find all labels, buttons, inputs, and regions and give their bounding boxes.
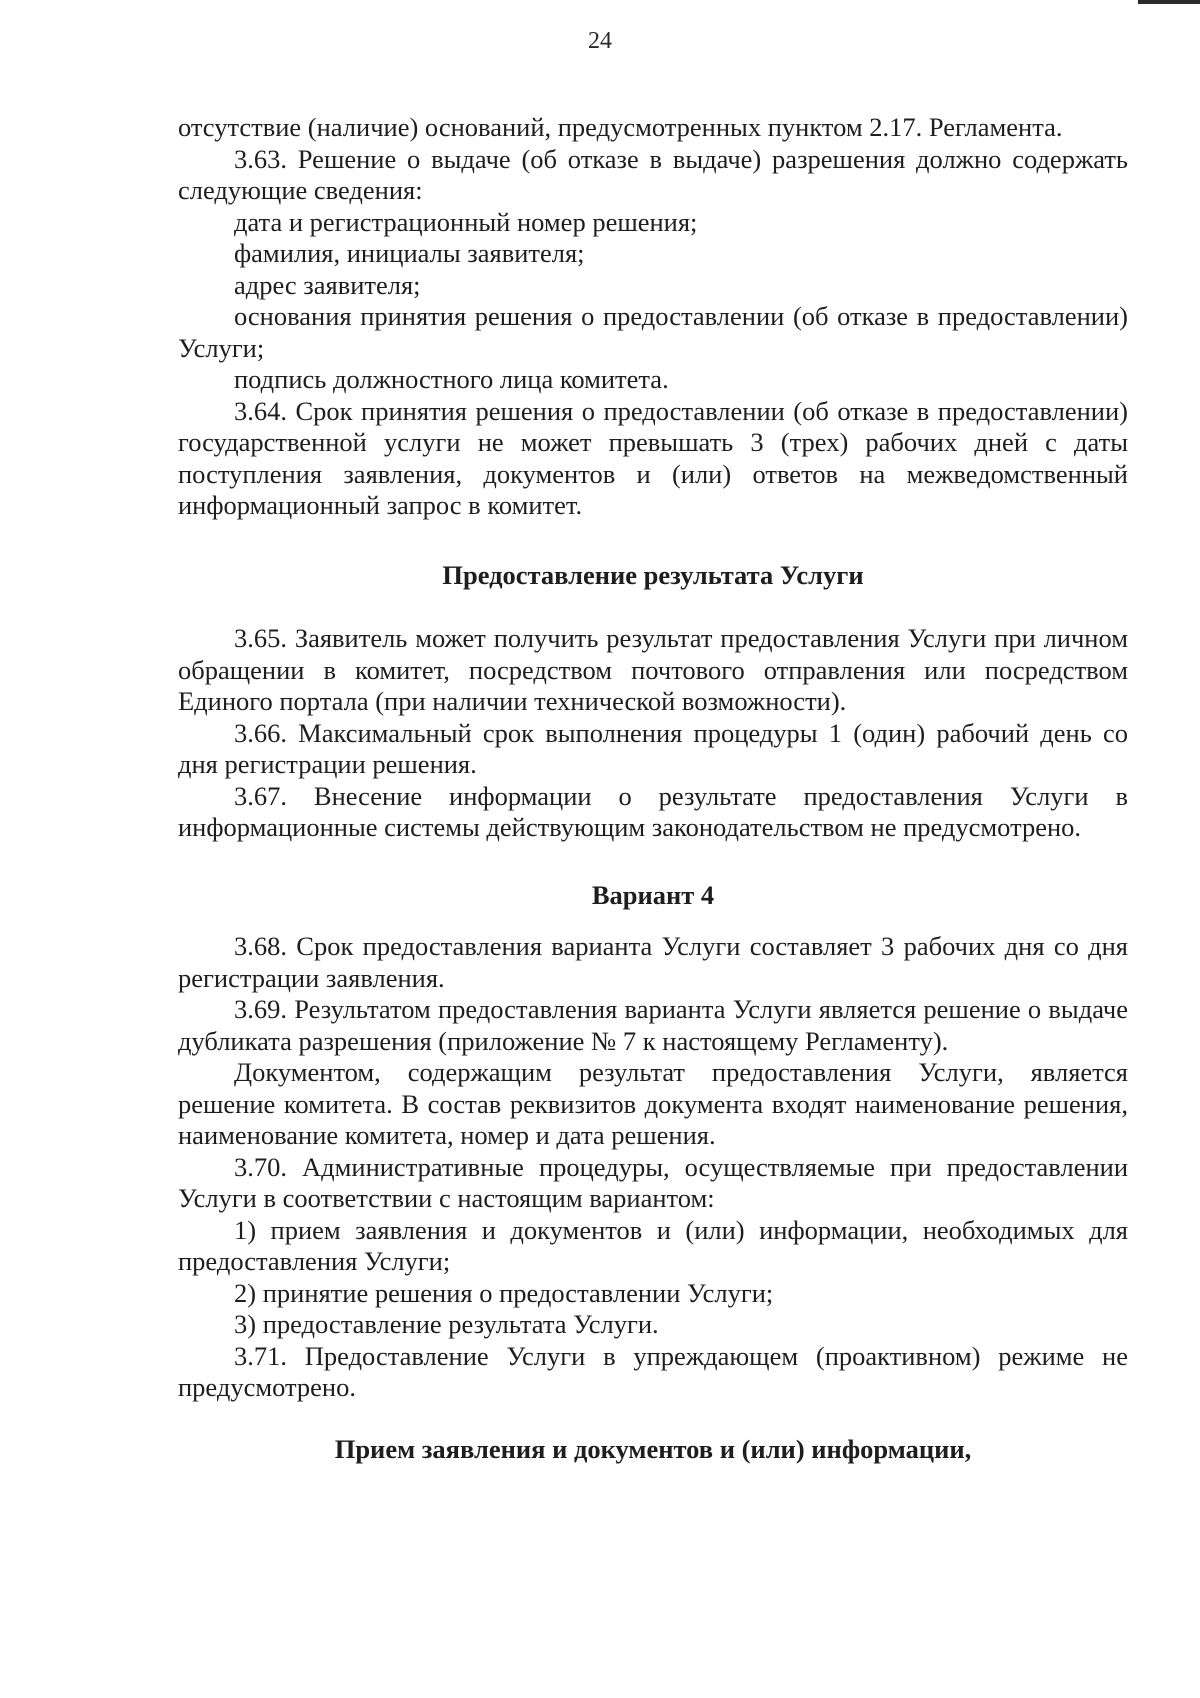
paragraph-3-70: 3.70. Административные процедуры, осуществляемые при предоставлении Услуги в соответствии с настоящим вариантом: [178,1151,1128,1213]
paragraph-3-67: 3.67. Внесение информации о результате предоставления Услуги в информационные системы действующим законодательством не предусмотрено. [178,780,1128,842]
list-item: 1) прием заявления и документов и (или) информации, необходимых для предоставления Услуги; [178,1214,1128,1276]
list-item: основания принятия решения о предоставлении (об отказе в предоставлении) Услуги; [178,301,1128,363]
paragraph-3-68: 3.68. Срок предоставления варианта Услуги составляет 3 рабочих дня со дня регистрации заявления. [178,931,1128,993]
section-heading-intake: Прием заявления и документов и (или) информации, [334,1433,972,1464]
spacer [178,522,1128,560]
paragraph-3-65: 3.65. Заявитель может получить результат предоставления Услуги при личном обращении в комитет, посредством почтового отправления или посредством Единого портала (при наличии технической возможности). [178,623,1128,716]
paragraph-continuation: отсутствие (наличие) оснований, предусмотренных пунктом 2.17. Регламента. [178,112,1063,142]
document-body [178,112,1128,1465]
list-item: 2) принятие решения о предоставлении Услуги; [234,1277,774,1308]
paragraph-document-result: Документом, содержащим результат предоставления Услуги, является решение комитета. В состав реквизитов документа входят наименование решения, наименование комитета, номер и дата решения. [178,1057,1128,1150]
paragraph-3-71: 3.71. Предоставление Услуги в упреждающем (проактивном) режиме не предусмотрено. [178,1340,1128,1402]
paragraph-3-63: 3.63. Решение о выдаче (об отказе в выдаче) разрешения должно содержать следующие сведения: [178,143,1128,205]
spacer [178,911,1128,931]
spacer [178,844,1128,880]
paragraph-3-64: 3.64. Срок принятия решения о предоставлении (об отказе в предоставлении) государственной услуги не может превышать 3 (трех) рабочих дней с даты поступления заявления, документов и (или) ответов на межведомственный информационный запрос в комитет. [178,395,1128,520]
list-item: фамилия, инициалы заявителя; [234,238,585,268]
spacer [178,1404,1128,1434]
paragraph-3-69: 3.69. Результатом предоставления варианта Услуги является решение о выдаче дубликата разрешения (приложение № 7 к настоящему Регламенту). [178,994,1128,1056]
section-heading-result: Предоставление результата Услуги [442,559,864,590]
list-item: адрес заявителя; [234,269,421,300]
list-item: дата и регистрационный номер решения; [234,206,698,237]
list-item: подпись должностного лица комитета. [234,364,669,394]
section-heading-variant-4: Вариант 4 [591,879,715,910]
spacer [178,591,1128,623]
page-number: 24 [588,28,612,54]
paragraph-3-66: 3.66. Максимальный срок выполнения процедуры 1 (один) рабочий день со дня регистрации решения. [178,717,1128,779]
list-item: 3) предоставление результата Услуги. [234,1309,659,1339]
scan-edge-mark [1138,0,1200,4]
